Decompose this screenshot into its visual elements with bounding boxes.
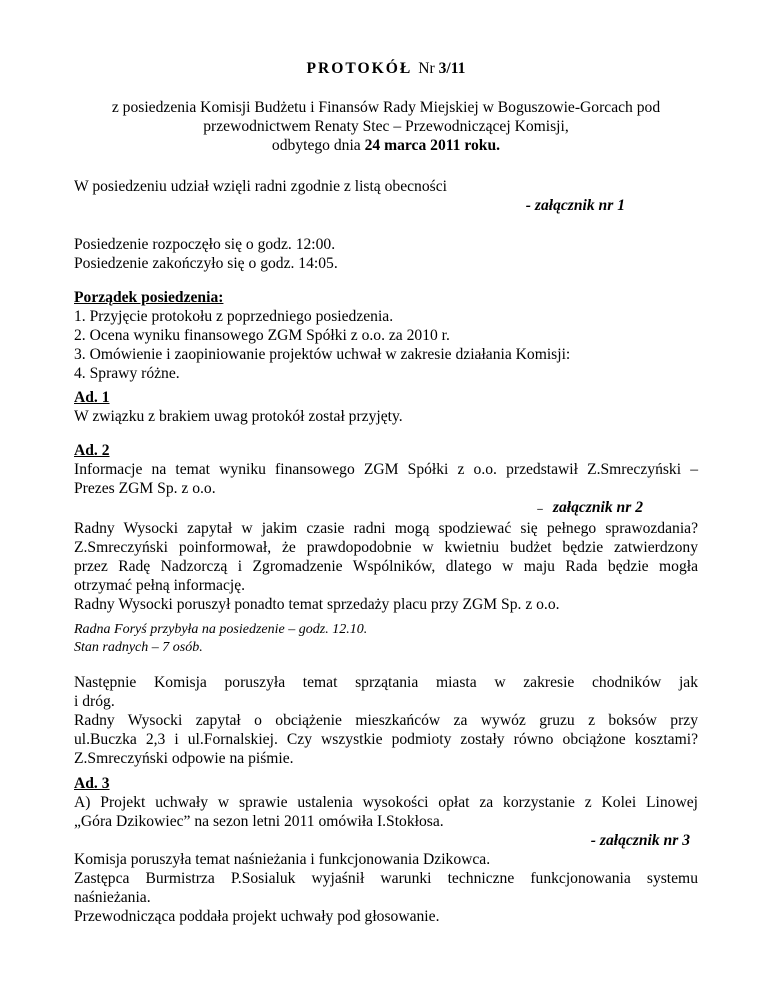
ad2-line: Informacje na temat wyniku finansowego ZGM Spółki z o.o. przedstawił Z.Smreczyński – xyxy=(74,461,698,478)
meeting-date-line xyxy=(74,136,698,155)
ad2-section xyxy=(74,441,698,614)
ad2-line: Radny Wysocki poruszył ponadto temat sprzedaży placu przy ZGM Sp. z o.o. xyxy=(74,596,560,613)
ad2-line: Radny Wysocki zapytał w jakim czasie radni mogą spodziewać się pełnego sprawozdania? xyxy=(74,520,698,537)
discussion-line: i dróg. xyxy=(74,693,115,710)
discussion-line: Z.Smreczyński odpowie na piśmie. xyxy=(74,750,294,767)
note-line: Stan radnych – 7 osób. xyxy=(74,640,203,655)
ad3-line: Przewodnicząca poddała projekt uchwały pod głosowanie. xyxy=(74,908,440,925)
discussion-line: Następnie Komisja poruszyła temat sprzątania miasta w zakresie chodników jak xyxy=(74,674,698,691)
ad2-line: przez Radę Nadzorczą i Zgromadzenie Wspólników, dlatego w maju Rada będzie mogła xyxy=(74,558,698,575)
ad2-heading: Ad. 2 xyxy=(74,442,110,459)
agenda-item: 1. Przyjęcie protokołu z poprzedniego posiedzenia. xyxy=(74,308,394,325)
ad2-line: Prezes ZGM Sp. z o.o. xyxy=(74,480,216,497)
document-subtitle xyxy=(74,98,698,155)
meeting-date: 24 marca 2011 roku. xyxy=(364,137,501,154)
agenda-item: 4. Sprawy różne. xyxy=(74,365,180,382)
discussion-line: ul.Buczka 2,3 i ul.Fornalskiej. Czy wszystkie podmioty zostały równo obciążone kosztami? xyxy=(74,731,698,748)
agenda-heading: Porządek posiedzenia: xyxy=(74,289,224,306)
title-nr-label: Nr xyxy=(418,60,435,77)
agenda-section xyxy=(74,288,698,383)
ad3-line: naśnieżania. xyxy=(74,889,151,906)
ad2-line: otrzymać pełną informację. xyxy=(74,577,246,594)
attendance-text: W posiedzeniu udział wzięli radni zgodnie z listą obecności xyxy=(74,178,447,195)
ad3-line: „Góra Dzikowiec” na sezon letni 2011 omówiła I.Stokłosa. xyxy=(74,813,444,830)
meeting-times xyxy=(74,235,698,273)
title-number: 3/11 xyxy=(438,60,466,77)
attachment-reference xyxy=(74,498,698,519)
subtitle-line: przewodnictwem Renaty Stec – Przewodniczącej Komisji, xyxy=(203,118,569,135)
attachment-reference: - załącznik nr 1 xyxy=(525,197,625,214)
ad1-text: W związku z brakiem uwag protokół został przyjęty. xyxy=(74,408,403,425)
end-time: Posiedzenie zakończyło się o godz. 14:05. xyxy=(74,255,338,272)
ad2-line: Z.Smreczyński poinformował, że prawdopodobnie w kwietniu budżet będzie zatwierdzony xyxy=(74,539,698,556)
attachment-reference: - załącznik nr 3 xyxy=(590,832,690,849)
discussion-section xyxy=(74,673,698,768)
attendance-section xyxy=(74,177,698,215)
title-word: PROTOKÓŁ xyxy=(306,60,413,77)
attachment-dash: – xyxy=(537,503,543,515)
ad3-line: Zastępca Burmistrza P.Sosialuk wyjaśnił warunki techniczne funkcjonowania systemu xyxy=(74,870,698,887)
ad3-line: A) Projekt uchwały w sprawie ustalenia wysokości opłat za korzystanie z Kolei Linowej xyxy=(74,794,698,811)
attendance-note xyxy=(74,621,698,657)
ad1-section xyxy=(74,388,698,426)
agenda-item: 2. Ocena wyniku finansowego ZGM Spółki z o.o. za 2010 r. xyxy=(74,327,450,344)
ad3-section xyxy=(74,774,698,926)
start-time: Posiedzenie rozpoczęło się o godz. 12:00. xyxy=(74,236,336,253)
attachment-label: załącznik nr 2 xyxy=(552,499,643,516)
document-title xyxy=(74,59,698,78)
ad3-heading: Ad. 3 xyxy=(74,775,110,792)
note-line: Radna Foryś przybyła na posiedzenie – godz. 12.10. xyxy=(74,622,368,637)
subtitle-line: z posiedzenia Komisji Budżetu i Finansów Rady Miejskiej w Boguszowie-Gorcach pod xyxy=(111,99,661,116)
agenda-list xyxy=(74,307,698,383)
date-prefix: odbytego dnia xyxy=(271,137,365,154)
agenda-item: 3. Omówienie i zaopiniowanie projektów uchwał w zakresie działania Komisji: xyxy=(74,346,571,363)
ad1-heading: Ad. 1 xyxy=(74,389,110,406)
discussion-line: Radny Wysocki zapytał o obciążenie mieszkańców za wywóz gruzu z boksów przy xyxy=(74,712,698,729)
ad3-line: Komisja poruszyła temat naśnieżania i funkcjonowania Dzikowca. xyxy=(74,851,491,868)
